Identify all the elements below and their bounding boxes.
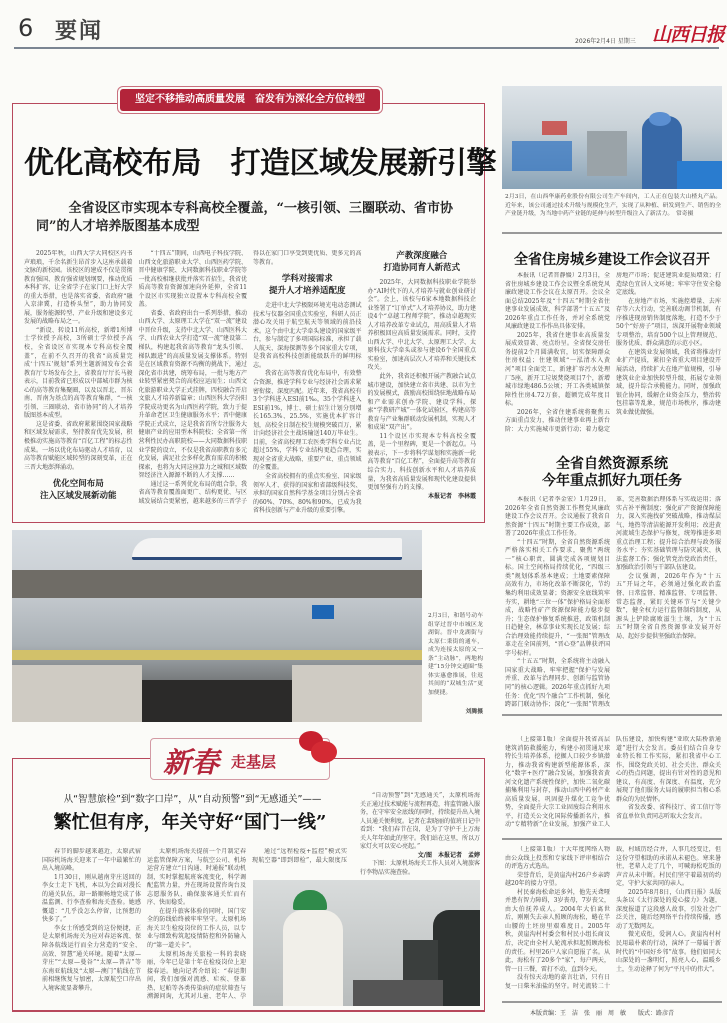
paragraph: 2026年，全省住建系统将聚焦五方面重点发力，推动住建事业再上新台阶：大力实施城市更新行动；着力稳定房地产市场；促进建筑业提质增效；打造绿色宜居人文环境；牢牢守住安全稳定底线。 xyxy=(505,272,721,433)
paragraph: 走进中北大学极限环境光电动态测试技术与仪器全国重点实验室，科研人员正潜心攻关用于航空航天等领域的前沿技术。这个由中北大学牵头建设的国家级平台，参与制定了多项国际标准，承担了载人航天、深海探测等多个国家重大专项，是我省高校科技创新能级跃升的鲜明标志。 xyxy=(253,302,362,369)
spring-body-mid xyxy=(252,848,347,878)
spring-banner xyxy=(150,738,330,780)
byline: 文/图 本报记者 孟婷 xyxy=(417,851,480,859)
factory-photo xyxy=(502,86,722,189)
subheading-line: 提升人才培养适配度 xyxy=(268,286,346,297)
spring-headline: 繁忙但有序，年关守好“国门一线” xyxy=(53,812,327,833)
train-photo-credit: 刘腾摄 xyxy=(465,709,483,715)
paragraph: 李女士所感受到的这份便捷，正是太原机场海关为应对春运客流、保障各航线运行而全力营造的“安全、高效、智慧”通关环境。随着“太原—芽庄”“太原—曼谷”“太原—普吉”等东南亚航线及“太原—澳门”航线在节前相继恢复与加密，太原航空口岸出入境客流显著攀升。 xyxy=(42,924,141,992)
subheading xyxy=(253,273,362,297)
train-bridge-photo xyxy=(12,530,422,722)
subheading-line: 优化空间布局 xyxy=(52,479,104,490)
paragraph: 1月30日，刚从越南芽庄返回的李女士走下飞机，本以为会面对漫长的通关队伍，却一路顺畅地完成了体温监测、行李查验和海关查验。她感慨道：“几乎没怎么停留，比预想的快多了。” xyxy=(42,873,141,924)
spring-body-left xyxy=(42,848,246,1008)
subheading-line: 产教深度融合 xyxy=(396,251,448,261)
spring-banner-text: 走基层 xyxy=(231,753,277,771)
byline: 本报记者 李林霞 xyxy=(427,492,476,500)
divider xyxy=(502,232,722,234)
factory-photo-caption: 2月3日，在山西华康药业股份有限公司生产车间内，工人正在包装大山楂丸产品。近年来，该公司通过技术升级与规模化生产，实现了从种植、研发到生产、销售的全产业链升级，为当地中药产业链的延伸与转型升级注入了新活力。 常奇摄 xyxy=(505,194,721,217)
paragraph: “新设、转设11所高校，新增1所博士学位授予高校，3所硕士学位授予高校，全省设区市实现本专科高校全覆盖”，在前不久召开的我省“高质量完成‘十四五’规划”系列主题新闻发布会省教育厅专场发布会上，省教育厅厅长马骏表示，目前我省已形成以中部城市群为核心的高等教育集聚圈，以及以晋北、晋东南、晋南为基点的高等教育集群，“一核引领、三圈联动、省市协同”的人才培养版图基本成型。 xyxy=(24,326,133,420)
paragraph: “自动预警”到“无感通关”，太原机场海关正通过技术赋能与流程再造，将监管融入服务，在守牢安全底线的同时，持续提升出入境人员通关便利度。记者在裴晓丽的值班日记中看到：“我们春节在岗，是为了守护千上万海关人年年如此的坚守。我们站在这里，所以万家灯火可以安心亮起。” xyxy=(360,792,480,851)
paragraph: 会议强调，2026年作为“十五五”开局之年，必须通过强化政治监督、日常监督、精准监督、专项监督、常态监督，紧盯关键环节与“关键少数”，健全权力运行监督制约制度，从源头上铲除腐败滋生土壤，为“十五五”时期全省自然资源事业发展开好局、起好步提供坚强政治保障。 xyxy=(616,572,721,640)
housing-article-body xyxy=(505,272,721,440)
divider xyxy=(502,1001,722,1003)
paragraph: 2025年，大同数据科技职业学院举办“AI时代下的人才培养与就业创业研讨会”。会上，该校与6家本地数据科技企业签署了“订单式”人才培养协议，助力建设4个“卓越工程师学院”，推动卓越现实人才培养改革专业试点，用高质量人才培养积极回应高质量发展需求。同时，支持山西大学、中北大学、太原理工大学、太原科技大学牵头或参与建设6个全国重点实验室，加速高层次人才培养和关键技术攻关。 xyxy=(367,279,476,372)
paragraph: 2025年，我省住建事业高质量发展成效显著、亮点纷呈。全省保交房任务提前2个月圆满收官，切实保障群众住房权益；住建领域“一泓清水入黄河”项目全面完工，新建扩容污水处理厂5座，新开工垃圾焚烧项目7个，新增城市绿地486.5公顷；开工各类城镇保障性住房4.72万套，超额完成年度目标。 xyxy=(505,331,610,408)
paragraph: 我省在高等教育优化布局中，有效整合资源，推进学科专业与经济社会需求紧密衔接、深度匹配。近年来，我省高校有3个学科进入ESI前1‰，35个学科进入ESI前1%，博士、硕士招生计划分别增长165.3%、25.5%，实施优本扩容计划，高校全日制在校生规模突破百万，累计向经济社会主战场输送140万毕业生。目前，全省高校理工农医类学科专业占比超过55%，学科专业结构更趋合理，实现对全省重大战略、重要产业、重点领域的全覆盖。 xyxy=(253,370,362,472)
lantern-icon xyxy=(311,741,337,763)
housing-headline: 全省住房城乡建设工作会议召开 xyxy=(514,252,710,268)
paragraph: 微光成炬，爱润人心。黄崖沟村村民用最朴素的行动，演绎了一幕属于新时代的“中国好乡邻”故事。他们如同大山深处的一盏明灯，照亮人心，温暖乡土，生动诠释了何为“平凡中的伟大”。 xyxy=(616,931,721,973)
spring-body-right xyxy=(360,792,480,878)
paragraph: 11个设区市实现本专科高校全覆盖，是一个里程碑，更是一个新起点。马骏表示，下一步将科学谋划和实施新一轮高等教育“百亿工程”，全面提升高等教育综合实力、科技创新水平和人才培养质量，为我省高质量发展和现代化建设提供更加坚强有力的支撑。 xyxy=(367,432,476,492)
paragraph: 省委、省政府出台一系列举措，推动山西大学、太原理工大学在“双一流”建设中晋位升级，支持中北大学、山西医科大学、山西农业大学打造“双一流”建设第二梯队，构建起我省高等教育“龙头引领、梯队跟进”的高质量发展支撑体系。特别是在区域教育资源不均衡的挑战下，通过深化省市共建，统筹布局，一批与地方产业转型紧密契合的高校应运而生；山西文化旅游职业大学正式挂牌，四校融合开启文旅人才培养新篇章；山西医科大学汾阳学院成功更名为山西医药学院，致力于提升革命老区卫生健康服务水平；晋中健康学院正式成立，这是我省首所专注服务大健康产业的应用型本科院校；全省第一所营利性民办高职院校——大同数据科技职业学院的设立，不仅是我省高职教育多元化发展，满足社会多样化教育需求的积极探索，也将为大同这座算力之城和区域数智经济注入源源不断的人才支撑…… xyxy=(138,309,247,480)
paragraph: 荣誉背后，是黄崖沟村26户乡亲跨越20年的接力守望。 xyxy=(505,871,610,888)
divider xyxy=(502,714,722,716)
header-rule xyxy=(14,47,719,49)
paragraph: 此外，我省还积极开展产教融合试点城市建设，加快建立省市共建、以市为主的发展模式，鼓励高校围绕驻地战略布局和产业需求创办学院、建设学科，探索“学教研产城”一体化试验区，构建高等教育与产业集群联动发展机制，实现人才和成果“双产出”。 xyxy=(367,373,476,432)
continued-article-1 xyxy=(505,736,721,834)
paragraph: 2025年秋，山西大学大同校区内书声琅琅，千余名新生昂首步入这座承载着文脉的新校园。该校区的建成不仅是贯彻教育强国、教育强省规划纲要，推动优质本科扩容，让全省学子在家门口上好大学的重大举措，也是落实省委、省政府“融入京津冀，打造桥头堡”，助力协同发展，服务能源转型、产业升级和建设多元发展的战略布局之一。 xyxy=(24,250,133,326)
resources-headline-line1: 全省自然资源系统 xyxy=(556,456,668,472)
paragraph: 下图：太原机场海关工作人员对入境旅客行李物品实施查验。 xyxy=(360,860,480,876)
resources-headline xyxy=(502,456,722,490)
page-number: 6 xyxy=(18,14,34,42)
divider xyxy=(502,838,722,840)
subheading xyxy=(24,478,133,502)
masthead-logo: 山西日报 xyxy=(652,24,725,46)
subheading-line: 注入区域发展新动能 xyxy=(39,491,117,502)
paragraph: “十四五”期间，山西电子科技学院、山西文化旅游职业大学、山西医药学院、晋中健康学院、大同数据科技职业学院等一批高校相继获批并落实首招生，我省优质高等教育资源加速向外延伸，全省11个设区市实现独立设置本专科高校全覆盖。 xyxy=(138,250,247,309)
paragraph: “十五五”时期，全系统将主动融入国家重大战略，牢牢把握“保护与发展并重、改革与治理同步、创新与监管协同”的核心逻辑。2026年重点抓好九项任务：优化“四个融合”工作机制，强化跨部门联动协作；深化“一张图”管理改革，完善数据治理体系与实战运用；落实占补平衡制度；强化矿产资源保障能力，深入实施找矿突破战略，推动煤层气、地热等清洁能源开发利用；改进黄河流域生态保护与修复，统筹推进多项重点治理工程；提升综合治理与政务服务水平；夯实基础管理与防灾减灾、执法监督工作；强化管党治党政治责任，加强政治引领与干部队伍建设。 xyxy=(505,496,721,709)
paragraph: 在提升旅客体验的同时，国门安全的防线始终被牢牢坚守。太原机场海关卫生检疫岗位的工作人员，以专业与细致构筑起疫情防控和外防输入的“第一道关卡”。 xyxy=(147,907,246,950)
section-name: 要闻 xyxy=(55,18,104,44)
paragraph: （上接第1版）十大年度网络人物由公众线上投票和专家线下评审相结合的评选方式选出。 xyxy=(505,846,610,871)
paragraph: 这是省委、省政府紧紧围绕国家战略和区域发展需求，坚持教育优先发展，积极推动实施高等教育“百亿工程”的标志性成果。一场以优化布局驱动人才培育，以高等教育赋能区域转型的深刻变革，正在三晋大地澎湃涌动。 xyxy=(24,420,133,471)
paragraph: 2025年8月8日，《山西日报》头版头条以《太行深处的爱心接力》为题，深度报道了这段感人故事，引发社会广泛关注，随后经网络平台持续传播，感动了无数网友。 xyxy=(616,888,721,930)
train-photo-caption: 2月3日，和谐号动车组穿过晋中市城区龙湖街。晋中龙湖街与太原仁秉街的通车，成为连接太原的又一条“主动脉”，两地构建“15分钟交通圈”集体实惠愈推展，往返其间的“双城生活”更加便捷。 xyxy=(428,613,483,696)
paragraph: “十四五”时期，全省自然资源系统严格落实相关工作要求，聚焦“两统一”核心职责，圆满完成各项规划目标。国土空间格局持续优化，“四级三类”规划体系基本建成；土地要素保障高效有力，市场化改革不断深化，节约集约利用成效显著；资源安全底线筑牢夯实，耕地“三位一体”保护格局全面形成，战略性矿产资源保障能力稳步提升；生态保护修复系统推进，政策机制日趋健全，林草事业实现长足发展；综合治理效能持续提升，“一张图”管理改革走在全国前列，“晋心登”品牌获评国字号标杆。 xyxy=(505,538,610,657)
paragraph: （上接第1版）全面提升我省高层建筑消防救援能力，构建小初贯通足球特长生培养体系，挖掘人口较少乡镇潜力，推动我省构建新型能源体系，深化“数字+医疗”融合发展，加强我省黄河文化遗产系统性保护，加快二氧化碳捕集利用与封存，推动山西中药材产业高质量发展，巩固提升煤化工竞争优势，全面提升大宗工业固废综合利用水平，打造关公文化国际传播新名片，推动“专精特新”企业发展，加强产业工人队伍建设，加快构建“亚欧大陆桥新通道”进行大会发言。委员们结合自身专业特长和工作实际，紧扣我省中心工作，围绕党政关切、社会关注、群众关心的热点问题，提出有针对性的意见和建议，有高度、有深度、有温度，充分展现了他们服务大局的履职担当和心系群众的为民情怀。 xyxy=(505,736,721,829)
main-article-body xyxy=(24,250,476,516)
paragraph: 全省高校拥有的重点实验室、国家级领军人才、获得的国家和省部级科技奖、承担的国家自然科学基金项目分别占全省的60%、70%、80%和90%，已成为我省科技创新与产业升级的重要引擎。 xyxy=(253,473,362,515)
subheading xyxy=(368,250,477,274)
subheading-line: 学科对接需求 xyxy=(281,274,333,285)
paragraph: 在房地产市场，实施控增量、去库存等六大行动，完善联动调节机制，有序推进现房销售制度落地，打造不少于50个“好房子”项目，纵深开展物业领域专项整治，培育500个以上管理规范、服务优质、群众满意的示范小区。 xyxy=(616,297,721,348)
spring-banner-script: 新春 xyxy=(163,746,220,779)
editor-credits: 本版责编：王 洁 张 丽 周 敏 版式：路彦青 xyxy=(530,1010,675,1017)
paragraph: 通过“远程检疫+监控”模式实现航空器“即到即检”，最大限度压 xyxy=(252,848,347,864)
resources-article-body xyxy=(505,496,721,710)
main-headline: 优化高校布局 打造区域发展新引擎 xyxy=(24,146,496,181)
resources-headline-line2: 今年重点抓好九项任务 xyxy=(542,473,682,489)
paragraph: 通过这一系列优化布局的组合拳，我省高等教育覆盖面更广、结构更优、与区域发展结合更紧密，越来越多的三晋学子得以在家门口享受到更优质、更多元的高等教育。 xyxy=(138,250,362,505)
subheading-line: 打造协同育人新范式 xyxy=(383,263,460,273)
paragraph: 本报讯（记者李金宏）1月29日，2026年全省自然资源工作暨党风廉政建设工作会议召开。会议通报了我省自然资源“十四五”时期主要工作成效，部署了2026年重点工作任务。 xyxy=(505,496,610,538)
paragraph: 村民秦海松命运多舛，他先天聋哑并患有智力障碍，3岁丧母，7岁丧父，由大伯抚养成人。2004年大伯离世后，刚刚失去亲人照顾的海松，蜷在半山腰的土坯房里艰难度日。2005年秋，黄崖沟村村委会和村民小组长商议后，决定由全村人轮流承担起照顾海松的责任。村里26户人家自愿报了名。从此，海松有了20多个“家”，每户两天，管一日三餐，雷打不动，直到今天。 xyxy=(505,888,610,973)
customs-inspection-photo xyxy=(253,880,480,1006)
paragraph: 太原机场海关旅检一科的裴晓丽，今年已是第十年在检疫岗位上迎接春运。她向记者介绍说：“春运期间，我们加强对流感、疟疾、登革热、尼帕等各类传染病的症状筛查与溯源问询，尤其对儿童、老年人、孕 xyxy=(147,950,246,1001)
paragraph: 省发改委、省科技厅、省工信厅等省直单位负责同志听取大会发言。 xyxy=(616,804,721,820)
continued-article-2 xyxy=(505,846,721,998)
paragraph: 太原机场海关提前一个月制定春运监管保障方案，与航空公司、机场运营方建立“日沟通、时通报”联动机制，实时掌握航班客流变化，科学调配监管力量，并在现场设置咨询台及志愿服务队，确保旅客通关忙而有序、快而稳妥。 xyxy=(147,848,246,907)
spring-kicker: 从“智慧旅检”到“数字口岸”，从“自动预警”到“无感通关”—— xyxy=(63,794,322,805)
main-article-banner: 坚定不移推动高质量发展 奋发有为深化全方位转型 xyxy=(120,89,380,111)
paragraph: 春节的脚步越来越近，太原武宿国际机场海关迎来了一年中最繁忙的出入境高峰。 xyxy=(42,848,141,873)
paragraph: 没有惊天动地的豪言壮语，只有日复一日柴米油盐的坚守。时光流转二十载，村域历经合并，人事几经变迁，但这份守望相助的承诺从未褪色。寒来暑往，老辈人走了几个，可喊海松吃饭的声音从未中断。村民们坚守着最初的约定，守护大家共同的亲人。 xyxy=(505,846,721,990)
issue-date: 2026年2月4日 星期三 xyxy=(575,38,636,45)
paragraph: 本报讯（记者晋静媛）2月3日，全省住房城乡建设工作会议暨全系统党风廉政建设工作会议在太原召开。会议全面总结2025年及“十四五”时期全省住建事业发展成效，科学部署“十五五”及2026年重点工作任务，并对全系统党风廉政建设工作作出具体安排。 xyxy=(505,272,610,331)
main-subtitle: 全省设区市实现本专科高校全覆盖，“一核引领、三圈联动、省市协同”的人才培养版图基本成型 xyxy=(36,201,453,234)
paragraph: 在建筑业发展领域，我省将推动行业扩产提质，紧扣全省重大项目建设开展活动，持续扩大在地产值规模，引导建筑业企业加快转型升级、拓展专业领域，提升综合承揽能力。同时，加强政银企协同，缓解企业资金压力，整治转包挂靠等乱象，规范市场秩序，推动建筑业做优做强。 xyxy=(616,348,721,416)
